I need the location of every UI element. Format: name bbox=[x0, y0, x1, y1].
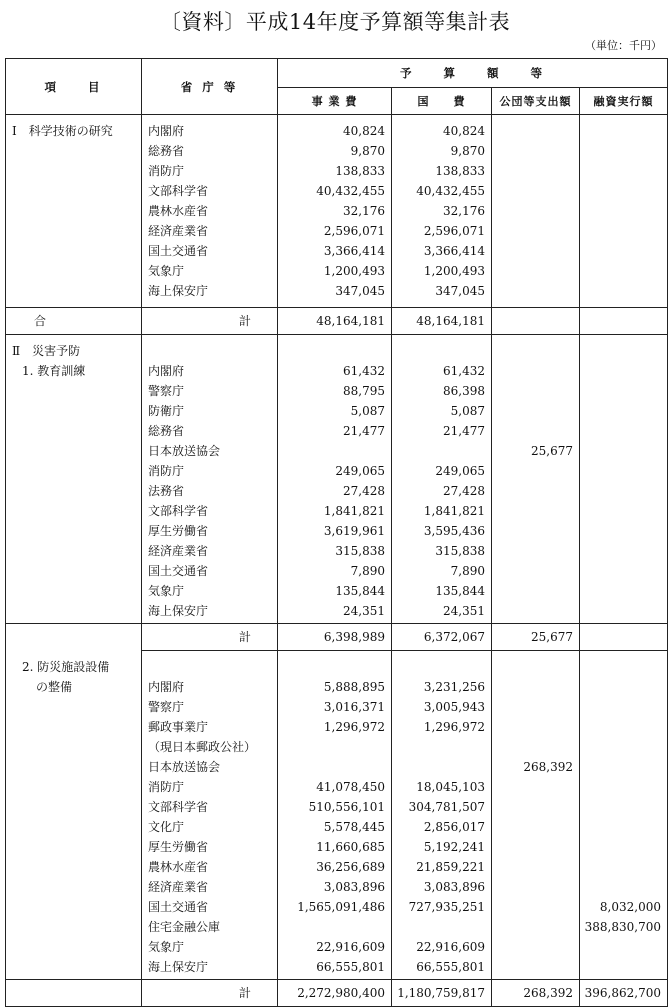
project-cost-value: 5,578,445 bbox=[323, 820, 385, 834]
agency-name: 内閣府 bbox=[148, 124, 185, 138]
financing-value bbox=[580, 717, 661, 737]
header-item: 項 目 bbox=[6, 59, 142, 115]
agency-name: （現日本郵政公社） bbox=[148, 740, 257, 754]
agency-name: 内閣府 bbox=[148, 680, 185, 694]
unit-note: （単位：千円） bbox=[585, 39, 662, 52]
national-cost-value: 21,859,221 bbox=[416, 860, 485, 874]
sub1-total-public: 25,677 bbox=[492, 624, 580, 651]
project-cost-value bbox=[278, 757, 385, 777]
agency-name: 厚生労働省 bbox=[148, 840, 209, 854]
national-cost-value: 18,045,103 bbox=[416, 780, 485, 794]
financing-value bbox=[580, 777, 661, 797]
public-corp-value: 25,677 bbox=[531, 444, 573, 458]
agency-name: 国土交通省 bbox=[148, 564, 209, 578]
public-corp-value bbox=[492, 877, 573, 897]
project-cost-value: 24,351 bbox=[343, 604, 385, 618]
national-cost-value: 7,890 bbox=[450, 564, 485, 578]
agency-name: 海上保安庁 bbox=[148, 960, 209, 974]
project-cost-value: 21,477 bbox=[343, 424, 385, 438]
agency-name: 住宅金融公庫 bbox=[148, 920, 221, 934]
national-cost-value: 3,366,414 bbox=[423, 244, 485, 258]
section1-total-project: 48,164,181 bbox=[278, 308, 392, 335]
public-corp-value bbox=[492, 481, 573, 501]
public-corp-value bbox=[492, 541, 573, 561]
national-cost-value: 3,005,943 bbox=[423, 700, 485, 714]
project-cost-value: 3,083,896 bbox=[323, 880, 385, 894]
national-cost-value: 135,844 bbox=[435, 584, 485, 598]
public-corp-value bbox=[492, 561, 573, 581]
agency-name: 国土交通省 bbox=[148, 244, 209, 258]
public-corp-value bbox=[492, 521, 573, 541]
national-cost-value: 9,870 bbox=[450, 144, 485, 158]
project-cost-value bbox=[278, 737, 385, 757]
national-cost-value: 32,176 bbox=[443, 204, 485, 218]
project-cost-value: 3,619,961 bbox=[323, 524, 385, 538]
national-cost-value bbox=[392, 737, 485, 757]
agency-name: 農林水産省 bbox=[148, 204, 209, 218]
public-corp-value bbox=[492, 361, 573, 381]
national-cost-value: 3,083,896 bbox=[423, 880, 485, 894]
public-corp-value bbox=[492, 957, 573, 977]
agency-name: 法務省 bbox=[148, 484, 185, 498]
section1-total-national: 48,164,181 bbox=[392, 308, 492, 335]
project-cost-value: 315,838 bbox=[335, 544, 385, 558]
public-corp-value bbox=[492, 501, 573, 521]
agency-name: 消防庁 bbox=[148, 164, 185, 178]
public-corp-value bbox=[492, 461, 573, 481]
national-cost-value: 2,856,017 bbox=[423, 820, 485, 834]
agency-name: 文部科学省 bbox=[148, 800, 209, 814]
agency-name: 気象庁 bbox=[148, 264, 185, 278]
header-agency: 省 庁 等 bbox=[142, 59, 278, 115]
agency-name: 経済産業省 bbox=[148, 880, 209, 894]
agency-name: 農林水産省 bbox=[148, 860, 209, 874]
financing-value bbox=[580, 837, 661, 857]
national-cost-value: 22,916,609 bbox=[416, 940, 485, 954]
project-cost-value: 2,596,071 bbox=[323, 224, 385, 238]
project-cost-value: 88,795 bbox=[343, 384, 385, 398]
agency-name: 海上保安庁 bbox=[148, 604, 209, 618]
national-cost-value bbox=[392, 917, 485, 937]
header-project-cost: 事 業 費 bbox=[278, 88, 392, 115]
national-cost-value: 138,833 bbox=[435, 164, 485, 178]
national-cost-value: 304,781,507 bbox=[408, 800, 485, 814]
sub1-total-row bbox=[6, 624, 668, 651]
national-cost-value: 61,432 bbox=[443, 364, 485, 378]
sub1-total-project: 6,398,989 bbox=[278, 624, 392, 651]
national-cost-value: 2,596,071 bbox=[423, 224, 485, 238]
project-cost-value: 510,556,101 bbox=[308, 800, 385, 814]
project-cost-value: 11,660,685 bbox=[316, 840, 385, 854]
financing-value bbox=[580, 857, 661, 877]
section-disaster-facilities bbox=[6, 651, 668, 980]
public-corp-value bbox=[492, 817, 573, 837]
public-corp-value bbox=[492, 777, 573, 797]
agency-name: 国土交通省 bbox=[148, 900, 209, 914]
national-cost-value: 24,351 bbox=[443, 604, 485, 618]
project-cost-value: 32,176 bbox=[343, 204, 385, 218]
financing-value: 388,830,700 bbox=[584, 920, 661, 934]
sub2-label-line1: 2. 防災施設設備 bbox=[22, 659, 110, 674]
project-cost-value bbox=[278, 441, 385, 461]
national-cost-value: 40,432,455 bbox=[416, 184, 485, 198]
national-cost-value bbox=[392, 757, 485, 777]
agency-name: 防衛庁 bbox=[148, 404, 185, 418]
agency-name: 気象庁 bbox=[148, 584, 185, 598]
header-public-corp: 公団等支出額 bbox=[492, 88, 580, 115]
project-cost-value: 61,432 bbox=[343, 364, 385, 378]
agency-name: 文部科学省 bbox=[148, 504, 209, 518]
public-corp-value bbox=[492, 381, 573, 401]
public-corp-value bbox=[492, 917, 573, 937]
public-corp-value bbox=[492, 697, 573, 717]
agency-name: 厚生労働省 bbox=[148, 524, 209, 538]
budget-table bbox=[5, 58, 668, 1007]
project-cost-value: 249,065 bbox=[335, 464, 385, 478]
financing-value bbox=[580, 697, 661, 717]
national-cost-value: 66,555,801 bbox=[416, 960, 485, 974]
financing-value bbox=[580, 677, 661, 697]
project-cost-value: 27,428 bbox=[343, 484, 385, 498]
agency-name: 総務省 bbox=[148, 144, 185, 158]
project-cost-value: 22,916,609 bbox=[316, 940, 385, 954]
agency-name: 気象庁 bbox=[148, 940, 185, 954]
sub2-total-public: 268,392 bbox=[492, 979, 580, 1006]
agency-name: 警察庁 bbox=[148, 384, 185, 398]
national-cost-value: 347,045 bbox=[435, 284, 485, 298]
header-national-cost: 国 費 bbox=[392, 88, 492, 115]
national-cost-value: 5,192,241 bbox=[423, 840, 485, 854]
public-corp-value bbox=[492, 581, 573, 601]
agency-name: 日本放送協会 bbox=[148, 760, 221, 774]
project-cost-value bbox=[278, 917, 385, 937]
project-cost-value: 40,824 bbox=[343, 124, 385, 138]
national-cost-value: 3,231,256 bbox=[423, 680, 485, 694]
financing-value: 8,032,000 bbox=[599, 900, 661, 914]
agency-name: 消防庁 bbox=[148, 780, 185, 794]
agency-name: 総務省 bbox=[148, 424, 185, 438]
public-corp-value bbox=[492, 797, 573, 817]
public-corp-value bbox=[492, 857, 573, 877]
sub1-total-national: 6,372,067 bbox=[392, 624, 492, 651]
financing-value bbox=[580, 737, 661, 757]
sub2-label-line2: の整備 bbox=[36, 679, 73, 694]
section1-total-row bbox=[6, 308, 668, 335]
document-title: 〔資料〕平成14年度予算額等集計表 bbox=[159, 10, 511, 34]
sub2-total-national: 1,180,759,817 bbox=[392, 979, 492, 1006]
project-cost-value: 40,432,455 bbox=[316, 184, 385, 198]
sub2-total-label: 計 bbox=[142, 979, 278, 1006]
agency-name: 文部科学省 bbox=[148, 184, 209, 198]
project-cost-value: 5,888,895 bbox=[323, 680, 385, 694]
project-cost-value: 138,833 bbox=[335, 164, 385, 178]
project-cost-value: 1,565,091,486 bbox=[297, 900, 385, 914]
header-financing: 融資実行額 bbox=[580, 88, 668, 115]
national-cost-value: 1,200,493 bbox=[423, 264, 485, 278]
section1-label: Ⅰ 科学技術の研究 bbox=[12, 124, 113, 138]
project-cost-value: 3,366,414 bbox=[323, 244, 385, 258]
project-cost-value: 135,844 bbox=[335, 584, 385, 598]
public-corp-value bbox=[492, 677, 573, 697]
agency-name: 文化庁 bbox=[148, 820, 185, 834]
national-cost-value: 727,935,251 bbox=[408, 900, 485, 914]
project-cost-value: 1,200,493 bbox=[323, 264, 385, 278]
sub1-total-label: 計 bbox=[142, 624, 278, 651]
national-cost-value: 86,398 bbox=[443, 384, 485, 398]
agency-name: 警察庁 bbox=[148, 700, 185, 714]
agency-name: 経済産業省 bbox=[148, 544, 209, 558]
national-cost-value: 1,841,821 bbox=[423, 504, 485, 518]
financing-value bbox=[580, 757, 661, 777]
agency-name: 内閣府 bbox=[148, 364, 185, 378]
agency-name: 日本放送協会 bbox=[148, 444, 221, 458]
section2-label: Ⅱ 災害予防 bbox=[12, 344, 81, 358]
national-cost-value: 40,824 bbox=[443, 124, 485, 138]
national-cost-value: 249,065 bbox=[435, 464, 485, 478]
sub2-total-financing: 396,862,700 bbox=[580, 979, 668, 1006]
agency-name: 経済産業省 bbox=[148, 224, 209, 238]
national-cost-value bbox=[392, 441, 485, 461]
financing-value bbox=[580, 957, 661, 977]
project-cost-value: 36,256,689 bbox=[316, 860, 385, 874]
national-cost-value: 3,595,436 bbox=[423, 524, 485, 538]
public-corp-value bbox=[492, 401, 573, 421]
agency-name: 海上保安庁 bbox=[148, 284, 209, 298]
project-cost-value: 41,078,450 bbox=[316, 780, 385, 794]
total-label-b: 計 bbox=[142, 308, 278, 335]
financing-value bbox=[580, 877, 661, 897]
sub1-label: 1. 教育訓練 bbox=[22, 364, 86, 378]
project-cost-value: 1,296,972 bbox=[323, 720, 385, 734]
national-cost-value: 1,296,972 bbox=[423, 720, 485, 734]
financing-value bbox=[580, 817, 661, 837]
public-corp-value bbox=[492, 897, 573, 917]
financing-value bbox=[580, 797, 661, 817]
project-cost-value: 5,087 bbox=[350, 404, 385, 418]
national-cost-value: 5,087 bbox=[450, 404, 485, 418]
public-corp-value bbox=[492, 837, 573, 857]
agency-name: 消防庁 bbox=[148, 464, 185, 478]
public-corp-value bbox=[492, 737, 573, 757]
national-cost-value: 27,428 bbox=[443, 484, 485, 498]
project-cost-value: 1,841,821 bbox=[323, 504, 385, 518]
agency-name: 郵政事業庁 bbox=[148, 720, 209, 734]
public-corp-value bbox=[492, 717, 573, 737]
project-cost-value: 9,870 bbox=[350, 144, 385, 158]
section-education-training bbox=[6, 335, 668, 624]
public-corp-value bbox=[492, 937, 573, 957]
sub2-total-row bbox=[6, 979, 668, 1006]
public-corp-value: 268,392 bbox=[523, 760, 573, 774]
section-science-research bbox=[6, 115, 668, 308]
national-cost-value: 21,477 bbox=[443, 424, 485, 438]
national-cost-value: 315,838 bbox=[435, 544, 485, 558]
header-budget: 予 算 額 等 bbox=[278, 59, 668, 88]
total-label-a: 合 bbox=[6, 308, 142, 335]
financing-value bbox=[580, 937, 661, 957]
project-cost-value: 7,890 bbox=[350, 564, 385, 578]
public-corp-value bbox=[492, 421, 573, 441]
public-corp-value bbox=[492, 601, 573, 621]
project-cost-value: 347,045 bbox=[335, 284, 385, 298]
project-cost-value: 66,555,801 bbox=[316, 960, 385, 974]
project-cost-value: 3,016,371 bbox=[323, 700, 385, 714]
sub2-total-project: 2,272,980,400 bbox=[278, 979, 392, 1006]
